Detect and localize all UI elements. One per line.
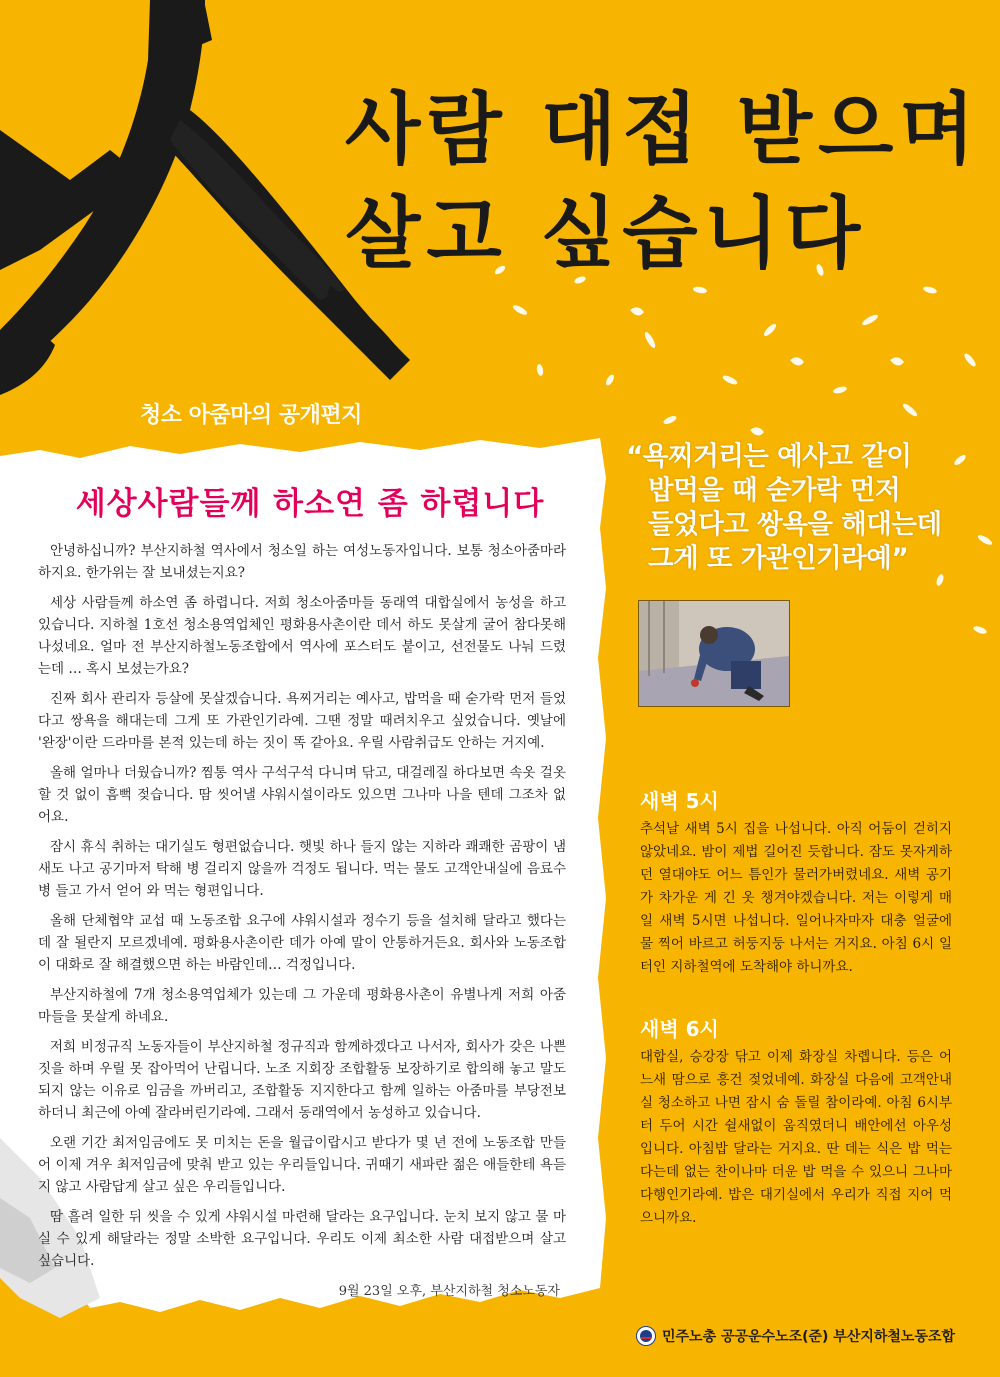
- section-heading-6am: 새벽 6시: [640, 1017, 719, 1041]
- section-text-6am: 대합실, 승강장 닦고 이제 화장실 차롑니다. 등은 어느새 땀으로 흥건 젖었네예. 화장실 다음에 고객안내실 청소하고 나면 잠시 숨 돌릴 참이라예. 아침 6시부터 두어 시간 쉴새없이 움직였더니 배안에선 아우성입니다. 아침밥 달라는 거지요. 딴 데는 식은 밥 먹는다는데 없는 찬이나마 더운 밥 먹을 수 있으니 그나마 다행인기라예. 밥은 대기실에서 우리가 직접 지어 먹으니까요.: [640, 1049, 952, 1226]
- section-heading-5am: 새벽 5시: [640, 789, 719, 813]
- headline: [345, 78, 985, 286]
- letter-body: [38, 540, 566, 1280]
- pull-quote: [626, 440, 996, 576]
- letter-paragraph: 오랜 기간 최저임금에도 못 미치는 돈을 월급이랍시고 받다가 몇 년 전에 노동조합 만들어 이제 겨우 최저임금에 맞춰 받고 있는 우리들입니다. 귀때기 새파란 젊은 애들한테 욕듣지 않고 사람답게 살고 싶은 우리들입니다.: [38, 1135, 566, 1195]
- letter-paragraph: 부산지하철에 7개 청소용역업체가 있는데 그 가운데 평화용사촌이 유별나게 저희 아줌마들을 못살게 하네요.: [38, 987, 566, 1025]
- union-logo-icon: [636, 1326, 656, 1346]
- cleaning-worker-illustration: [638, 600, 790, 707]
- footer-organization: 민주노총 공공운수노조(준) 부산지하철노동조합: [662, 1329, 956, 1345]
- letter-paragraph: 안녕하십니까? 부산지하철 역사에서 청소일 하는 여성노동자입니다. 보통 청소아줌마라 하지요. 한가위는 잘 보내셨는지요?: [38, 543, 566, 581]
- quote-line: “욕찌거리는 예사고 같이: [626, 441, 912, 472]
- section-text-5am: 추석날 새벽 5시 집을 나섭니다. 아직 어둠이 걷히지 않았네요. 밤이 제법 길어진 듯합니다. 잠도 못자게하던 열대야도 어느 틈인가 물러가버렸네요. 새벽 공기가 차가운 게 긴 옷 챙겨야겠습니다. 저는 이렇게 매일 새벽 5시면 나섭니다. 일어나자마자 대충 얼굴에 물 찍어 바르고 허둥지둥 나서는 거지요. 아침 6시 일터인 지하철역에 도착해야 하니까요.: [640, 821, 952, 975]
- letter-paragraph: 저희 비정규직 노동자들이 부산지하철 정규직과 함께하겠다고 나서자, 회사가 갖은 나쁜 짓을 하며 우릴 못 잡아먹어 난립니다. 노조 지회장 조합활동 보장하기로 합의해 놓고 말도 되지 않는 이유로 임금을 까버리고, 조합활동 지지한다고 함께 일하는 아줌마를 부당전보하더니 최근에 아예 잘라버린기라예. 그래서 동래역에서 농성하고 있습니다.: [38, 1039, 566, 1121]
- footer: [636, 1326, 955, 1346]
- letter-signature: 9월 23일 오후, 부산지하철 청소노동자: [338, 1284, 560, 1299]
- headline-line-1: 사람 대접 받으며: [345, 85, 981, 175]
- quote-line: 밥먹을 때 숟가락 먼저: [648, 475, 901, 506]
- letter-title: 세상사람들께 하소연 좀 하렵니다: [75, 486, 545, 522]
- letter-paragraph: 땀 흘려 일한 뒤 씻을 수 있게 샤워시설 마련해 달라는 요구입니다. 눈치 보지 않고 물 마실 수 있게 해달라는 정말 소박한 요구입니다. 우리도 이제 최소한 사람 대접받으며 살고 싶습니다.: [38, 1209, 566, 1269]
- letter-paragraph: 올해 얼마나 더웠습니까? 찜통 역사 구석구석 다니며 닦고, 대걸레질 하다보면 속옷 걸옷할 것 없이 흠뻑 젖습니다. 땀 씻어낼 샤워시설이라도 있으면 그나마 나을 텐데 그조차 없어요.: [38, 765, 566, 825]
- quote-line: 그게 또 가관인기라예”: [648, 543, 909, 574]
- letter-paragraph: 진짜 회사 관리자 등살에 못살겠습니다. 욕찌거리는 예사고, 밥먹을 때 숟가락 먼저 들었다고 쌍욕을 해대는데 그게 또 가관인기라예. 그땐 정말 때려치우고 싶었습니다. 옛날에 '완장'이란 드라마를 본적 있는데 하는 짓이 똑 같아요. 우릴 사람취급도 안하는 거지예.: [38, 691, 566, 751]
- letter-paragraph: 잠시 휴식 취하는 대기실도 형편없습니다. 햇빛 하나 들지 않는 지하라 쾌쾌한 곰팡이 냄새도 나고 공기마저 탁해 병 걸리지 않을까 걱정도 됩니다. 먹는 물도 고객안내실에 음료수병 들고 가서 얻어 와 먹는 형편입니다.: [38, 839, 566, 899]
- headline-line-2: 살고 싶습니다: [345, 189, 867, 279]
- letter-paragraph: 올해 단체협약 교섭 때 노동조합 요구에 샤워시설과 정수기 등을 설치해 달라고 했다는데 잘 될란지 모르겠네예. 평화용사촌이란 데가 아예 말이 안통하거든요. 회사와 노동조합이 대화로 잘 해결했으면 하는 바람인데… 걱정입니다.: [38, 913, 566, 973]
- letter-paragraph: 세상 사람들께 하소연 좀 하렵니다. 저희 청소아줌마들 동래역 대합실에서 농성을 하고 있습니다. 지하철 1호선 청소용역업체인 평화용사촌이란 데서 하도 못살게 굴어 참다못해 나섰네요. 얼마 전 부산지하철노동조합에서 역사에 포스터도 붙이고, 선전물도 나눠 드렸는데 … 혹시 보셨는가요?: [38, 595, 566, 677]
- quote-line: 들었다고 쌍욕을 해대는데: [648, 509, 942, 540]
- subtitle: 청소 아줌마의 공개편지: [140, 403, 362, 428]
